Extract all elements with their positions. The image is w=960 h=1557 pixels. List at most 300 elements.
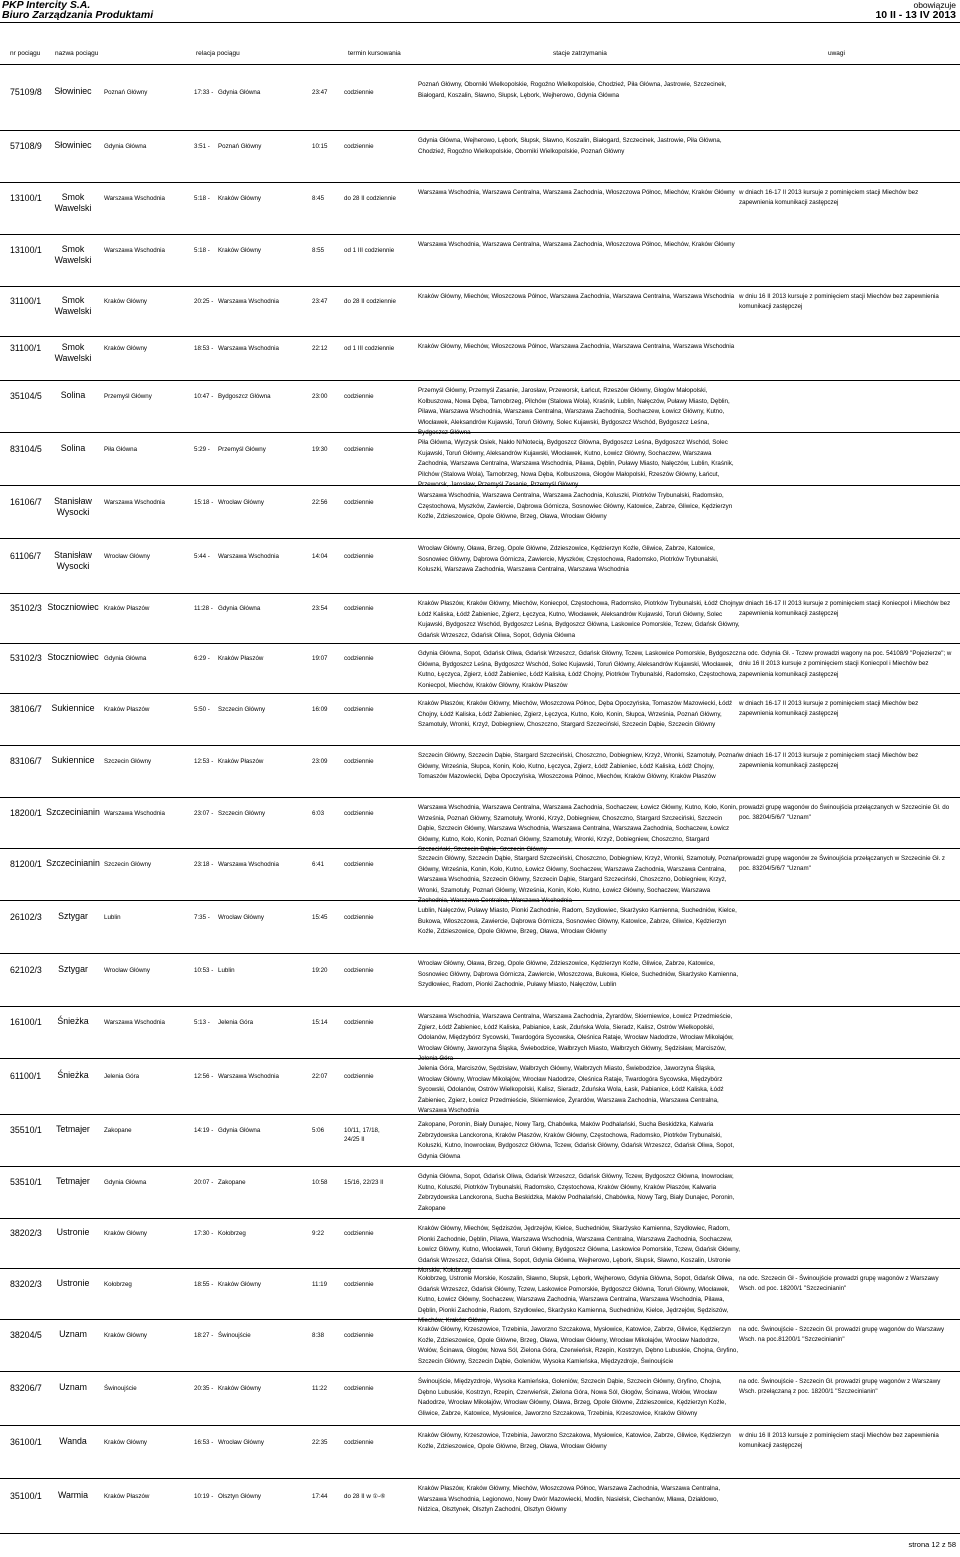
origin-station: Jelenia Góra (104, 1073, 140, 1080)
arrival-time: 15:14 (312, 1019, 328, 1026)
origin-station: Kraków Płaszów (104, 706, 150, 713)
valid-dates: 10 II - 13 IV 2013 (875, 9, 956, 21)
origin-station: Lublin (104, 914, 121, 921)
arrival-time: 22:07 (312, 1073, 328, 1080)
arrival-time: 16:09 (312, 706, 328, 713)
operating-days: od 1 III codziennie (344, 345, 395, 352)
stops-list: Warszawa Wschodnia, Warszawa Centralna, Warszawa Zachodnia, Koluszki, Piotrków Trybunalski, Radomsko, Częstochowa, Myszków, Zawiercie, Dąbrowa Górnicza, Sosnowiec Główny, Katowice, Zabrze, Gliwice, Kędzierzyn Koźle, Zdzieszowice, Opole Główne, Brzeg, Oława, Wrocław Główny (418, 492, 733, 521)
timetable-row (0, 382, 960, 437)
timetable-row (0, 1060, 960, 1116)
origin-station: Warszawa Wschodnia (104, 1019, 165, 1026)
destination-station: Wrocław Główny (218, 499, 264, 506)
stops-list: Kraków Główny, Krzeszowice, Trzebinia, Jaworzno Szczakowa, Mysłowice, Katowice, Zabrze, Gliwice, Kędzierzyn Koźle, Zdzieszowice, Opole Główne, Brzeg, Oława, Wrocław Główny, Wrocław Mikołajów, Wrocław Nadodrze, Wołów, Ścinawa, Głogów, Nowa Sól, Zielona Góra, Czerwieńsk, Rzepin, Kostrzyn, Dębno Lubuskie, Chojna, Gryfino, Szczecin Główny, Szczecin Dąbie, Goleniów, Wysoka Kamieńska, Międzyzdroje, Świnoujście (418, 1326, 739, 1365)
stops-list: Gdynia Główna, Sopot, Gdańsk Oliwa, Gdańsk Wrzeszcz, Gdańsk Główny, Tczew, Laskowice Pomorskie, Bydgoszcz Główna, Bydgoszcz Leśna, Bydgoszcz Wschód, Solec Kujawski, Toruń Główny, Aleksandrów Kujawski, Włocławek, Kutno, Łęczyca, Zgierz, Łódź Żabieniec, Łódź Kaliska, Łódź Chojny, Piotrków Trybunalski, Radomsko, Częstochowa, Koniecpol, Miechów, Kraków Główny, Kraków Płaszów (418, 650, 739, 689)
departure-time: 23:07 - (194, 810, 214, 817)
row-separator (0, 380, 960, 381)
arrival-time: 22:35 (312, 1439, 328, 1446)
destination-station: Kraków Główny (218, 1281, 261, 1288)
train-name: Smok Wawelski (54, 342, 92, 363)
arrival-time: 6:41 (312, 861, 325, 868)
timetable-row (0, 799, 960, 854)
row-separator (0, 1166, 960, 1167)
train-number: 81200/1 (10, 859, 42, 869)
row-separator (0, 1319, 960, 1320)
departure-time: 18:53 - (194, 345, 214, 352)
destination-station: Warszawa Wschodnia (218, 553, 279, 560)
remarks: w dniach 16-17 II 2013 kursuje z pominięciem stacji Miechów bez zapewnienia komunikacji zastępczej (739, 700, 919, 718)
departure-time: 17:30 - (194, 1230, 214, 1237)
origin-station: Kraków Główny (104, 298, 147, 305)
destination-station: Szczecin Główny (218, 810, 266, 817)
train-name: Tetmajer (56, 1176, 90, 1186)
col-header-stops: stacje zatrzymania (553, 50, 607, 57)
operating-days: codziennie (344, 1019, 374, 1026)
row-separator (0, 848, 960, 849)
row-separator (0, 593, 960, 594)
operating-days: codziennie (344, 605, 374, 612)
timetable-row (0, 1008, 960, 1063)
timetable-row (0, 76, 960, 132)
remarks: w dniach 16-17 II 2013 kursuje z pominięciem stacji Miechów bez zapewnienia komunikacji zastępczej (739, 189, 919, 207)
train-number: 83202/3 (10, 1279, 42, 1289)
train-number: 38204/5 (10, 1330, 42, 1340)
row-separator (0, 1533, 960, 1534)
train-name: Warmia (58, 1490, 88, 1500)
row-separator (0, 643, 960, 644)
remarks: na odc. Świnoujście - Szczecin Gł. prowadzi grupę wagonów do Warszawy Wsch. na poc.81200/1 "Szczecinianin" (739, 1326, 945, 1344)
arrival-time: 19:07 (312, 655, 328, 662)
row-separator (0, 130, 960, 131)
stops-list: Kraków Główny, Krzeszowice, Trzebinia, Jaworzno Szczakowa, Mysłowice, Katowice, Zabrze, Gliwice, Kędzierzyn Koźle, Zdzieszowice, Opole Główne, Brzeg, Oława, Wrocław Główny (418, 1432, 731, 1450)
arrival-time: 8:38 (312, 1332, 325, 1339)
timetable-row (0, 1321, 960, 1373)
train-name: Sztygar (58, 911, 88, 921)
operating-days: od 1 III codziennie (344, 247, 395, 254)
departure-time: 20:25 - (194, 298, 214, 305)
origin-station: Przemyśl Główny (104, 393, 152, 400)
train-name: Uznam (59, 1382, 87, 1392)
train-name: Sztygar (58, 964, 88, 974)
col-header-number: nr pociągu (10, 50, 41, 57)
arrival-time: 23:47 (312, 298, 328, 305)
train-number: 18200/1 (10, 808, 42, 818)
row-separator (0, 286, 960, 287)
row-separator (0, 336, 960, 337)
row-separator (0, 485, 960, 486)
destination-station: Kraków Płaszów (218, 758, 264, 765)
arrival-time: 23:47 (312, 89, 328, 96)
origin-station: Kraków Płaszów (104, 1493, 150, 1500)
train-name: Śnieżka (57, 1070, 89, 1080)
train-name: Solina (60, 443, 86, 453)
destination-station: Gdynia Główna (218, 605, 261, 612)
origin-station: Kraków Główny (104, 1230, 147, 1237)
origin-station: Szczecin Główny (104, 758, 152, 765)
train-name: Sukiennice (51, 755, 95, 765)
train-name: Solina (60, 390, 86, 400)
stops-list: Przemyśl Główny, Przemyśl Zasanie, Jarosław, Przeworsk, Łańcut, Rzeszów Główny, Głogów Małopolski, Kolbuszowa, Nowa Dęba, Tarnobrzeg, Pilchów (Stalowa Wola), Kraśnik, Lublin, Nałęczów, Puławy Miasto, Dęblin, Pilawa, Warszawa Wschodnia, Warszawa Centralna, Warszawa Zachodnia, Sochaczew, Łowicz Główny, Kutno, Włocławek, Aleksandrów Kujawski, Toruń Główny, Solec Kujawski, Bydgoszcz Wschód, Bydgoszcz Leśna, Bydgoszcz Główna (418, 387, 730, 437)
origin-station: Poznań Główny (104, 89, 148, 96)
departure-time: 5:29 - (194, 446, 210, 453)
header-separator (0, 64, 960, 65)
train-number: 75109/8 (10, 87, 42, 97)
destination-station: Lublin (218, 967, 235, 974)
operating-days: codziennie (344, 143, 374, 150)
origin-station: Warszawa Wschodnia (104, 810, 165, 817)
remarks: w dniach 16-17 II 2013 kursuje z pominięciem stacji Miechów bez zapewnienia komunikacji zastępczej (739, 752, 919, 770)
row-separator (0, 234, 960, 235)
train-name: Stanisław Wysocki (54, 550, 92, 571)
timetable-row (0, 1480, 960, 1535)
departure-time: 3:51 - (194, 143, 210, 150)
row-separator (0, 953, 960, 954)
origin-station: Warszawa Wschodnia (104, 247, 165, 254)
remarks: w dniu 16 II 2013 kursuje z pominięciem stacji Miechów bez zapewnienia komunikacji zastępczej (739, 293, 939, 311)
operating-days: codziennie (344, 1073, 374, 1080)
destination-station: Warszawa Wschodnia (218, 298, 279, 305)
header-validity (875, 0, 956, 20)
departure-time: 18:27 - (194, 1332, 214, 1339)
origin-station: Warszawa Wschodnia (104, 195, 165, 202)
train-name: Ustronie (56, 1278, 90, 1288)
arrival-time: 8:55 (312, 247, 325, 254)
stops-list: Kraków Płaszów, Kraków Główny, Miechów, Włoszczowa Północ, Dęba Opoczyńska, Tomaszów Mazowiecki, Łódź Chojny, Łódź Kaliska, Łódź Żabieniec, Zgierz, Łęczyca, Kutno, Koło, Konin, Słupca, Września, Poznań Główny, Szamotuły, Wronki, Krzyż, Dobiegniew, Choszczno, Stargard Szczeciński, Szczecin Dąbie, Szczecin Główny (418, 700, 733, 729)
departure-time: 15:18 - (194, 499, 214, 506)
train-name: Stoczniowiec (47, 652, 99, 662)
origin-station: Gdynia Główna (104, 143, 147, 150)
operating-days: codziennie (344, 499, 374, 506)
destination-station: Zakopane (218, 1179, 246, 1186)
train-number: 62102/3 (10, 965, 42, 975)
departure-time: 14:19 - (194, 1127, 214, 1134)
operating-days: codziennie (344, 1439, 374, 1446)
arrival-time: 11:22 (312, 1385, 328, 1392)
operating-days: codziennie (344, 393, 374, 400)
remarks: prowadzi grupę wagonów do Świnoujścia przełączanych w Szczecinie Gł. do poc. 38204/5/6/7 "Uznam" (739, 804, 950, 822)
arrival-time: 6:03 (312, 810, 325, 817)
col-header-name: nazwa pociągu (55, 50, 99, 57)
train-name: Tetmajer (56, 1124, 90, 1134)
stops-list: Zakopane, Poronin, Biały Dunajec, Nowy Targ, Chabówka, Maków Podhalański, Sucha Beskidzka, Kalwaria Zebrzydowska Lanckorona, Kraków Płaszów, Kraków Główny, Częstochowa, Radomsko, Piotrków Trybunalski, Koluszki, Kutno, Inowrocław, Bydgoszcz Główna, Tczew, Gdańsk Główny, Gdańsk Wrzeszcz, Gdańsk Oliwa, Sopot, Gdynia Główna (418, 1121, 735, 1160)
timetable-row (0, 184, 960, 236)
origin-station: Kraków Płaszów (104, 605, 150, 612)
departure-time: 12:56 - (194, 1073, 214, 1080)
header-rule (0, 22, 960, 23)
destination-station: Świnoujście (218, 1332, 251, 1339)
operating-days: do 28 II w ①-⑥ (344, 1493, 386, 1500)
arrival-time: 22:56 (312, 499, 328, 506)
train-number: 61106/7 (10, 551, 42, 561)
stops-list: Szczecin Główny, Szczecin Dąbie, Stargard Szczeciński, Choszczno, Dobiegniew, Krzyż, Wronki, Szamotuły, Poznań Główny, Września, Konin, Koło, Kutno, Łowicz Główny, Sochaczew, Warszawa Zachodnia, Warszawa Centralna, Warszawa Wschodnia, Szczecin Główny, Szczecin Dąbie, Stargard Szczeciński, Choszczno, Dobiegniew, Krzyż, Wronki, Szamotuły, Poznań Główny, Września, Konin, Koło, Kutno, Łowicz Główny, Sochaczew, Warszawa Zachodnia, Warszawa Centralna, Warszawa Wschodnia (418, 855, 740, 905)
destination-station: Poznań Główny (218, 143, 262, 150)
departure-time: 7:35 - (194, 914, 210, 921)
departure-time: 5:18 - (194, 195, 210, 202)
destination-station: Szczecin Główny (218, 706, 266, 713)
destination-station: Kraków Główny (218, 195, 261, 202)
destination-station: Warszawa Wschodnia (218, 345, 279, 352)
train-name: Uznam (59, 1329, 87, 1339)
stops-list: Piła Główna, Wyrzysk Osiek, Nakło N/Notecią, Bydgoszcz Główna, Bydgoszcz Leśna, Bydgoszcz Wschód, Solec Kujawski, Toruń Główny, Aleksandrów Kujawski, Włocławek, Kutno, Łowicz Główny, Sochaczew, Warszawa Zachodnia, Warszawa Centralna, Warszawa Wschodnia, Pilawa, Dęblin, Puławy Miasto, Nałęczów, Lublin, Kraśnik, Pilchów (Stalowa Wola), Tarnobrzeg, Nowa Dęba, Kolbuszowa, Głogów Małopolski, Rzeszów Główny, Łańcut, Przeworsk, Jarosław, Przemyśl Zasanie, Przemyśl Główny (418, 439, 734, 489)
operating-days: do 28 II codziennie (344, 195, 396, 202)
stops-list: Poznań Główny, Oborniki Wielkopolskie, Rogoźno Wielkopolskie, Chodzież, Piła Główna, Jastrowie, Szczecinek, Białogard, Koszalin, Sławno, Słupsk, Lębork, Wejherowo, Gdynia Główna (418, 81, 727, 99)
arrival-time: 23:09 (312, 758, 328, 765)
arrival-time: 19:30 (312, 446, 328, 453)
arrival-time: 23:00 (312, 393, 328, 400)
train-number: 35104/5 (10, 391, 42, 401)
destination-station: Wrocław Główny (218, 1439, 264, 1446)
departure-time: 10:47 - (194, 393, 214, 400)
row-separator (0, 693, 960, 694)
stops-list: Kraków Główny, Miechów, Włoszczowa Północ, Warszawa Zachodnia, Warszawa Centralna, Warszawa Wschodnia (418, 343, 735, 350)
train-name: Smok Wawelski (54, 192, 92, 213)
train-name: Szczecinianin (46, 858, 100, 868)
train-number: 53102/3 (10, 653, 42, 663)
stops-list: Wrocław Główny, Oława, Brzeg, Opole Główne, Zdzieszowice, Kędzierzyn Koźle, Gliwice, Zabrze, Katowice, Sosnowiec Główny, Dąbrowa Górnicza, Zawiercie, Włoszczowa, Bukowa, Kielce, Suchedniów, Skarżysko Kamienna, Szydłowiec, Radom, Pionki Zachodnie, Puławy Miasto, Nałęczów, Lublin (418, 960, 739, 989)
stops-list: Szczecin Główny, Szczecin Dąbie, Stargard Szczeciński, Choszczno, Dobiegniew, Krzyż, Wronki, Szamotuły, Poznań Główny, Września, Słupca, Konin, Koło, Kutno, Łęczyca, Zgierz, Łódź Żabieniec, Łódź Kaliska, Łódź Chojny, Tomaszów Mazowiecki, Dęba Opoczyńska, Włoszczowa Północ, Miechów, Kraków Główny, Kraków Płaszów (418, 752, 740, 781)
train-number: 83104/5 (10, 444, 42, 454)
destination-station: Olsztyn Główny (218, 1493, 261, 1500)
row-separator (0, 538, 960, 539)
train-name: Stanisław Wysocki (54, 496, 92, 517)
train-number: 53510/1 (10, 1177, 42, 1187)
stops-list: Gdynia Główna, Wejherowo, Lębork, Słupsk, Sławno, Koszalin, Białogard, Szczecinek, Jastrowie, Piła Główna, Chodzież, Rogoźno Wielkopolskie, Oborniki Wielkopolskie, Poznań Główny (418, 137, 722, 155)
departure-time: 5:44 - (194, 553, 210, 560)
destination-station: Warszawa Wschodnia (218, 861, 279, 868)
row-separator (0, 1058, 960, 1059)
operating-days: codziennie (344, 861, 374, 868)
destination-station: Gdynia Główna (218, 1127, 261, 1134)
stops-list: Świnoujście, Międzyzdroje, Wysoka Kamieńska, Goleniów, Szczecin Dąbie, Szczecin Główny, Gryfino, Chojna, Dębno Lubuskie, Kostrzyn, Rzepin, Czerwieńsk, Zielona Góra, Nowa Sól, Głogów, Ścinawa, Wołów, Wrocław Nadodrze, Wrocław Mikołajów, Wrocław Główny, Oława, Brzeg, Opole Główne, Zdzieszowice, Kędzierzyn Koźle, Gliwice, Zabrze, Katowice, Mysłowice, Jaworzno Szczakowa, Trzebinia, Krzeszowice, Kraków Główny (418, 1378, 727, 1417)
operating-days: 15/16, 22/23 II (344, 1179, 384, 1186)
train-number: 35510/1 (10, 1125, 42, 1135)
destination-station: Warszawa Wschodnia (218, 1073, 279, 1080)
arrival-time: 15:45 (312, 914, 328, 921)
origin-station: Gdynia Główna (104, 655, 147, 662)
train-name: Słowiniec (54, 86, 92, 96)
timetable-row (0, 645, 960, 695)
timetable-row (0, 1220, 960, 1275)
departure-time: 16:53 - (194, 1439, 214, 1446)
departure-time: 18:55 - (194, 1281, 214, 1288)
origin-station: Warszawa Wschodnia (104, 499, 165, 506)
arrival-time: 5:06 (312, 1127, 325, 1134)
operating-days: codziennie (344, 655, 374, 662)
timetable-row (0, 487, 960, 540)
destination-station: Bydgoszcz Główna (218, 393, 271, 400)
origin-station: Wrocław Główny (104, 967, 150, 974)
valid-label: obowiązuje (913, 0, 956, 10)
operating-days: codziennie (344, 706, 374, 713)
operating-days: do 28 II codziennie (344, 298, 396, 305)
origin-station: Kraków Główny (104, 1439, 147, 1446)
col-header-remarks: uwagi (828, 50, 845, 57)
row-separator (0, 1371, 960, 1372)
remarks: na odc. Szczecin Gł - Świnoujście prowadzi grupę wagonów z Warszawy Wsch. od poc. 18200/1 "Szczecinianin" (739, 1275, 939, 1293)
train-number: 13100/1 (10, 193, 42, 203)
operating-days: codziennie (344, 553, 374, 560)
departure-time: 5:18 - (194, 247, 210, 254)
arrival-time: 23:54 (312, 605, 328, 612)
arrival-time: 19:20 (312, 967, 328, 974)
departure-time: 10:53 - (194, 967, 214, 974)
stops-list: Gdynia Główna, Sopot, Gdańsk Oliwa, Gdańsk Wrzeszcz, Gdańsk Główny, Tczew, Bydgoszcz Główna, Inowrocław, Kutno, Koluszki, Piotrków Trybunalski, Radomsko, Częstochowa, Kraków Główny, Kraków Płaszów, Kalwaria Zebrzydowska Lanckorona, Sucha Beskidzka, Maków Podhalański, Chabówka, Nowy Targ, Biały Dunajec, Poronin, Zakopane (418, 1173, 735, 1212)
origin-station: Wrocław Główny (104, 553, 150, 560)
remarks: w dniach 16-17 II 2013 kursuje z pominięciem stacji Koniecpol i Miechów bez zapewnienia komunikacji zastępczej (739, 600, 951, 618)
operating-days: 10/11, 17/18, 24/25 II (344, 1127, 380, 1144)
train-name: Ustronie (56, 1227, 90, 1237)
train-number: 57108/9 (10, 141, 42, 151)
departure-time: 17:33 - (194, 89, 214, 96)
timetable-row (0, 1270, 960, 1325)
remarks: prowadzi grupę wagonów ze Świnoujścia przełączanych w Szczecinie Gł. z poc. 83204/5/6/7 "Uznam" (739, 855, 946, 873)
train-number: 83106/7 (10, 756, 42, 766)
origin-station: Kołobrzeg (104, 1281, 132, 1288)
operating-days: codziennie (344, 810, 374, 817)
remarks: na odc. Świnoujście - Szczecin Gł. prowadzi grupę wagonów z Warszawy Wsch. przełączaną z poc. 18200/1 "Szczecinianin" (739, 1378, 941, 1396)
train-number: 16106/7 (10, 497, 42, 507)
train-name: Słowiniec (54, 140, 92, 150)
timetable-row (0, 338, 960, 382)
timetable-row (0, 902, 960, 955)
operating-days: codziennie (344, 1230, 374, 1237)
departure-time: 20:35 - (194, 1385, 214, 1392)
timetable-row (0, 955, 960, 1008)
destination-station: Kraków Główny (218, 247, 261, 254)
train-number: 26102/3 (10, 912, 42, 922)
stops-list: Kraków Główny, Miechów, Włoszczowa Północ, Warszawa Zachodnia, Warszawa Centralna, Warszawa Wschodnia (418, 293, 735, 300)
origin-station: Kraków Główny (104, 1332, 147, 1339)
timetable-row (0, 747, 960, 799)
stops-list: Warszawa Wschodnia, Warszawa Centralna, Warszawa Zachodnia, Włoszczowa Północ, Miechów, Kraków Główny (418, 189, 735, 196)
arrival-time: 10:58 (312, 1179, 328, 1186)
destination-station: Kraków Płaszów (218, 655, 264, 662)
destination-station: Kołobrzeg (218, 1230, 246, 1237)
timetable-row (0, 1427, 960, 1480)
timetable-row (0, 434, 960, 487)
arrival-time: 10:15 (312, 143, 328, 150)
train-name: Wanda (59, 1436, 87, 1446)
destination-station: Gdynia Główna (218, 89, 261, 96)
train-number: 13100/1 (10, 245, 42, 255)
stops-list: Lublin, Nałęczów, Puławy Miasto, Pionki Zachodnie, Radom, Szydłowiec, Skarżysko Kamienna, Suchedniów, Kielce, Bukowa, Włoszczowa, Zawiercie, Dąbrowa Górnicza, Sosnowiec Główny, Katowice, Zabrze, Gliwice, Kędzierzyn Koźle, Zdzieszowice, Opole Główne, Brzeg, Oława, Wrocław Główny (418, 907, 737, 936)
origin-station: Szczecin Główny (104, 861, 152, 868)
stops-list: Kołobrzeg, Ustronie Morskie, Koszalin, Sławno, Słupsk, Lębork, Wejherowo, Gdynia Główna, Sopot, Gdańsk Oliwa, Gdańsk Wrzeszcz, Gdańsk Główny, Tczew, Laskowice Pomorskie, Bydgoszcz Główna, Toruń Główny, Włocławek, Kutno, Łowicz Główny, Sochaczew, Warszawa Zachodnia, Warszawa Centralna, Warszawa Wschodnia, Pilawa, Dęblin, Pionki Zachodnie, Radom, Szydłowiec, Skarżysko Kamienna, Suchedniów, Kielce, Jędrzejów, Sędziszów, Miechów, Kraków Główny (418, 1275, 734, 1325)
departure-time: 12:53 - (194, 758, 214, 765)
train-number: 31100/1 (10, 343, 42, 353)
stops-list: Warszawa Wschodnia, Warszawa Centralna, Warszawa Zachodnia, Włoszczowa Północ, Miechów, Kraków Główny (418, 241, 735, 248)
departure-time: 5:13 - (194, 1019, 210, 1026)
operating-days: codziennie (344, 1332, 374, 1339)
departure-time: 20:07 - (194, 1179, 214, 1186)
row-separator (0, 797, 960, 798)
operating-days: codziennie (344, 89, 374, 96)
timetable-row (0, 1373, 960, 1427)
stops-list: Kraków Płaszów, Kraków Główny, Miechów, Włoszczowa Północ, Warszawa Zachodnia, Warszawa Centralna, Warszawa Wschodnia, Legionowo, Nowy Dwór Mazowiecki, Modlin, Nasielsk, Ciechanów, Mława, Działdowo, Nidzica, Olsztynek, Olsztyn Zachodni, Olsztyn Główny (418, 1485, 721, 1514)
remarks: na odc. Gdynia Gł. - Tczew prowadzi wagony na poc. 54108/9 "Pojezierze"; w dniu 16 II 2013 kursuje z pominięciem stacji Koniecpol i Miechów bez zapewnienia komunikacji zastępczej (739, 650, 952, 678)
timetable-row (0, 132, 960, 184)
company-name: PKP Intercity S.A. (2, 0, 91, 11)
timetable-row (0, 540, 960, 595)
origin-station: Świnoujście (104, 1385, 137, 1392)
train-number: 36100/1 (10, 1437, 42, 1447)
timetable-row (0, 595, 960, 645)
arrival-time: 8:45 (312, 195, 325, 202)
departure-time: 5:50 - (194, 706, 210, 713)
row-separator (0, 1268, 960, 1269)
departure-time: 6:29 - (194, 655, 210, 662)
row-separator (0, 432, 960, 433)
train-name: Stoczniowiec (47, 602, 99, 612)
timetable-row (0, 236, 960, 288)
departure-time: 10:19 - (194, 1493, 214, 1500)
arrival-time: 11:19 (312, 1281, 328, 1288)
destination-station: Przemyśl Główny (218, 446, 266, 453)
row-separator (0, 1425, 960, 1426)
train-name: Smok Wawelski (54, 244, 92, 265)
timetable-row (0, 695, 960, 747)
header-company (2, 0, 153, 20)
remarks: w dniu 16 II 2013 kursuje z pominięciem stacji Miechów bez zapewnienia komunikacji zastępczej (739, 1432, 939, 1450)
department-name: Biuro Zarządzania Produktami (2, 9, 154, 21)
stops-list: Wrocław Główny, Oława, Brzeg, Opole Główne, Zdzieszowice, Kędzierzyn Koźle, Gliwice, Zabrze, Katowice, Sosnowiec Główny, Dąbrowa Górnicza, Zawiercie, Myszków, Częstochowa, Radomsko, Piotrków Trybunalski, Koluszki, Warszawa Zachodnia, Warszawa Centralna, Warszawa Wschodnia (418, 545, 719, 574)
operating-days: codziennie (344, 1385, 374, 1392)
train-number: 31100/1 (10, 296, 42, 306)
stops-list: Warszawa Wschodnia, Warszawa Centralna, Warszawa Zachodnia, Żyrardów, Skierniewice, Łowicz Przedmieście, Zgierz, Łódź Żabieniec, Łódź Kaliska, Pabianice, Łask, Zduńska Wola, Sieradz, Kalisz, Ostrów Wielkopolski, Odolanów, Międzybórz Sycowski, Twardogóra Sycowska, Oleśnica Rataje, Wrocław Nadodrze, Wrocław Mikołajów, Wrocław Główny, Jaworzyna Śląska, Świebodzice, Wałbrzych Miasto, Wałbrzych Główny, Sędzisław, Marciszów, Jelenia Góra (418, 1013, 734, 1063)
row-separator (0, 1006, 960, 1007)
train-number: 38202/3 (10, 1228, 42, 1238)
origin-station: Gdynia Główna (104, 1179, 147, 1186)
destination-station: Wrocław Główny (218, 914, 264, 921)
row-separator (0, 1478, 960, 1479)
row-separator (0, 1114, 960, 1115)
operating-days: codziennie (344, 914, 374, 921)
arrival-time: 14:04 (312, 553, 328, 560)
col-header-route: relacja pociągu (196, 50, 240, 57)
train-number: 35102/3 (10, 603, 42, 613)
train-number: 61100/1 (10, 1071, 42, 1081)
operating-days: codziennie (344, 758, 374, 765)
row-separator (0, 745, 960, 746)
operating-days: codziennie (344, 1281, 374, 1288)
timetable-row (0, 1116, 960, 1168)
row-separator (0, 1218, 960, 1219)
train-name: Sukiennice (51, 703, 95, 713)
arrival-time: 9:22 (312, 1230, 325, 1237)
departure-time: 23:18 - (194, 861, 214, 868)
train-name: Szczecinianin (46, 807, 100, 817)
timetable-row (0, 288, 960, 338)
operating-days: codziennie (344, 446, 374, 453)
stops-list: Jelenia Góra, Marciszów, Sędzisław, Wałbrzych Główny, Wałbrzych Miasto, Świebodzice, Jaworzyna Śląska, Wrocław Główny, Wrocław Mikołajów, Wrocław Nadodrze, Oleśnica Rataje, Twardogóra Sycowska, Międzybórz Sycowski, Odolanów, Ostrów Wielkopolski, Kalisz, Sieradz, Zduńska Wola, Łask, Pabianice, Łódź Kaliska, Łódź Żabieniec, Zgierz, Łowicz Przedmieście, Skierniewice, Żyrardów, Warszawa Zachodnia, Warszawa Centralna, Warszawa Wschodnia (418, 1065, 724, 1115)
timetable-row (0, 1168, 960, 1220)
destination-station: Jelenia Góra (218, 1019, 254, 1026)
train-number: 38106/7 (10, 704, 42, 714)
destination-station: Kraków Główny (218, 1385, 261, 1392)
arrival-time: 17:44 (312, 1493, 328, 1500)
arrival-time: 22:12 (312, 345, 328, 352)
train-number: 83206/7 (10, 1383, 42, 1393)
col-header-schedule: termin kursowania (348, 50, 401, 57)
train-number: 16100/1 (10, 1017, 42, 1027)
origin-station: Zakopane (104, 1127, 132, 1134)
row-separator (0, 900, 960, 901)
train-number: 35100/1 (10, 1491, 42, 1501)
train-name: Smok Wawelski (54, 295, 92, 316)
origin-station: Piła Główna (104, 446, 138, 453)
stops-list: Kraków Główny, Miechów, Sędziszów, Jędrzejów, Kielce, Suchedniów, Skarżysko Kamienna, Szydłowiec, Radom, Pionki Zachodnie, Dęblin, Pilawa, Warszawa Wschodnia, Warszawa Centralna, Warszawa Zachodnia, Sochaczew, Łowicz Główny, Kutno, Włocławek, Toruń Główny, Bydgoszcz Główna, Laskowice Pomorskie, Tczew, Gdańsk Główny, Gdańsk Wrzeszcz, Gdańsk Oliwa, Sopot, Gdynia Główna, Wejherowo, Lębork, Słupsk, Sławno, Koszalin, Ustronie Morskie, Kołobrzeg (418, 1225, 740, 1275)
origin-station: Kraków Główny (104, 345, 147, 352)
timetable-row (0, 850, 960, 905)
